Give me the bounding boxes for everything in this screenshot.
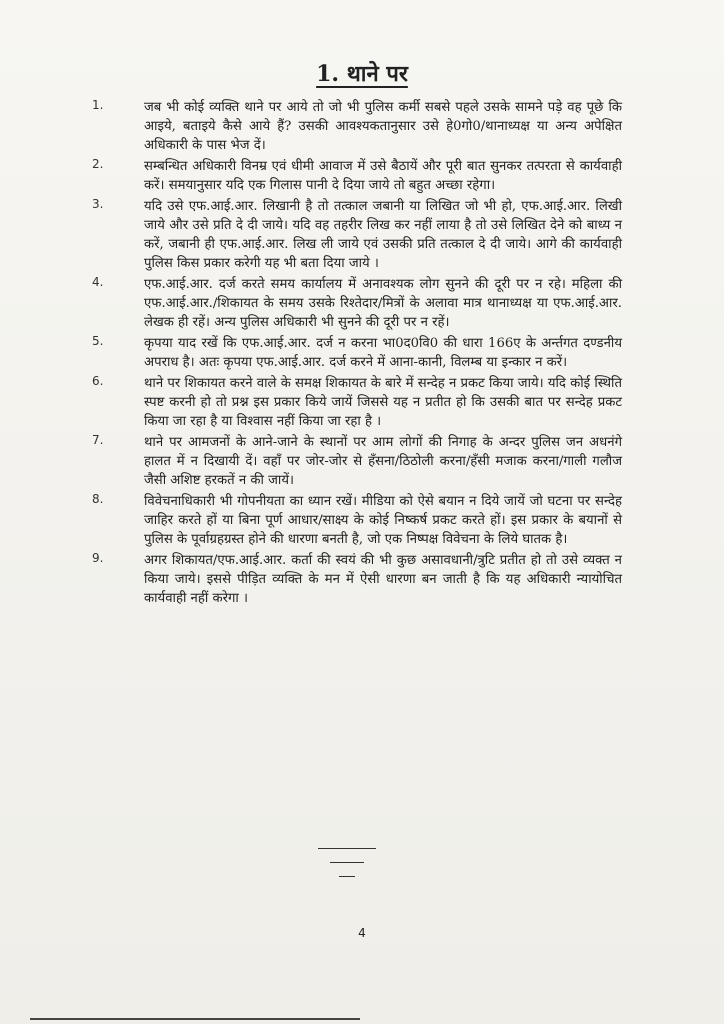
item-number: 6.	[92, 374, 104, 388]
item-text: थाने पर आमजनों के आने-जाने के स्थानों पर आम लोगों की निगाह के अन्दर पुलिस जन अधनंगे हालत में न दिखायी दें। वहाँ पर जोर-जोर से हँसना/ठिठोली करना/हँसी मजाक करना/गाली गलौज जैसी अशिष्ट हरकतें न की जायें।	[144, 435, 622, 488]
item-text: थाने पर शिकायत करने वाले के समक्ष शिकायत के बारे में सन्देह न प्रकट किया जाये। यदि कोई स्थिति स्पष्ट करनी हो तो प्रश्न इस प्रकार किये जायें जिससे यह न प्रतीत हो कि उसकी बात पर सन्देह प्रकट किया जा रहा है या विश्वास नहीं किया जा रहा है ।	[144, 376, 622, 429]
instruction-list	[92, 98, 622, 610]
page-title: 1. थाने पर	[316, 61, 408, 87]
item-text: जब भी कोई व्यक्ति थाने पर आये तो जो भी पुलिस कर्मी सबसे पहले उसके सामने पड़े वह पूछे कि आइये, बताइये कैसे आये हैं? उसकी आवश्यकतानुसार उसे हे0गो0/थानाध्यक्ष या अन्य अपेक्षित अधिकारी के पास भेज दें।	[144, 100, 622, 153]
end-divider-line	[330, 862, 364, 863]
list-item	[92, 157, 622, 195]
list-item	[92, 433, 622, 490]
item-number: 3.	[92, 197, 104, 211]
item-text: सम्बन्धित अधिकारी विनम्र एवं धीमी आवाज में उसे बैठायें और पूरी बात सुनकर तत्परता से कार्यवाही करें। समयानुसार यदि एक गिलास पानी दे दिया जाये तो बहुत अच्छा रहेगा।	[144, 159, 622, 193]
item-number: 4.	[92, 275, 104, 289]
item-text: विवेचनाधिकारी भी गोपनीयता का ध्यान रखें। मीडिया को ऐसे बयान न दिये जायें जो घटना पर सन्देह जाहिर करते हों या बिना पूर्ण आधार/साक्ष्य के कोई निष्कर्ष प्रकट करते हों। इस प्रकार के बयानों से पुलिस के पूर्वाग्रहग्रस्त होने की धारणा बनती है, जो एक निष्पक्ष विवेचना के लिये घातक है।	[144, 494, 622, 547]
item-text: यदि उसे एफ.आई.आर. लिखानी है तो तत्काल जबानी या लिखित जो भी हो, एफ.आई.आर. लिखी जाये और उसे प्रति दे दी जाये। यदि वह तहरीर लिख कर नहीं लाया है तो उसे लिखित देने को बाध्य न करें, जबानी ही एफ.आई.आर. लिख ली जाये एवं उसकी प्रति तत्काल दे दी जाये। आगे की कार्यवाही पुलिस किस प्रकार करेगी यह भी बता दिया जाये ।	[144, 199, 622, 271]
item-text: अगर शिकायत/एफ.आई.आर. कर्ता की स्वयं की भी कुछ असावधानी/त्रुटि प्रतीत हो तो उसे व्यक्त न किया जाये। इससे पीड़ित व्यक्ति के मन में ऐसी धारणा बन जाती है कि यह अधिकारी न्यायोचित कार्यवाही नहीं करेगा ।	[144, 553, 622, 606]
end-divider-line	[339, 876, 355, 877]
list-item	[92, 551, 622, 608]
item-number: 5.	[92, 334, 104, 348]
list-item	[92, 197, 622, 273]
list-item	[92, 334, 622, 372]
end-divider-line	[318, 848, 376, 849]
list-item	[92, 275, 622, 332]
list-item	[92, 492, 622, 549]
scan-edge-line	[30, 1018, 360, 1020]
page-number: 4	[358, 926, 366, 940]
item-text: एफ.आई.आर. दर्ज करते समय कार्यालय में अनावश्यक लोग सुनने की दूरी पर न रहे। महिला की एफ.आई.आर./शिकायत के समय उसके रिश्तेदार/मित्रों के अलावा मात्र थानाध्यक्ष या एफ.आई.आर. लेखक ही रहें। अन्य पुलिस अधिकारी भी सुनने की दूरी पर न रहें।	[144, 277, 622, 330]
item-number: 2.	[92, 157, 104, 171]
list-item	[92, 98, 622, 155]
item-number: 8.	[92, 492, 104, 506]
item-number: 1.	[92, 98, 104, 112]
list-item	[92, 374, 622, 431]
item-number: 9.	[92, 551, 104, 565]
item-text: कृपया याद रखें कि एफ.आई.आर. दर्ज न करना भा0द0वि0 की धारा 166ए के अर्न्तगत दण्डनीय अपराध है। अतः कृपया एफ.आई.आर. दर्ज करने में आना-कानी, विलम्ब या इन्कार न करें।	[144, 336, 622, 370]
item-number: 7.	[92, 433, 104, 447]
